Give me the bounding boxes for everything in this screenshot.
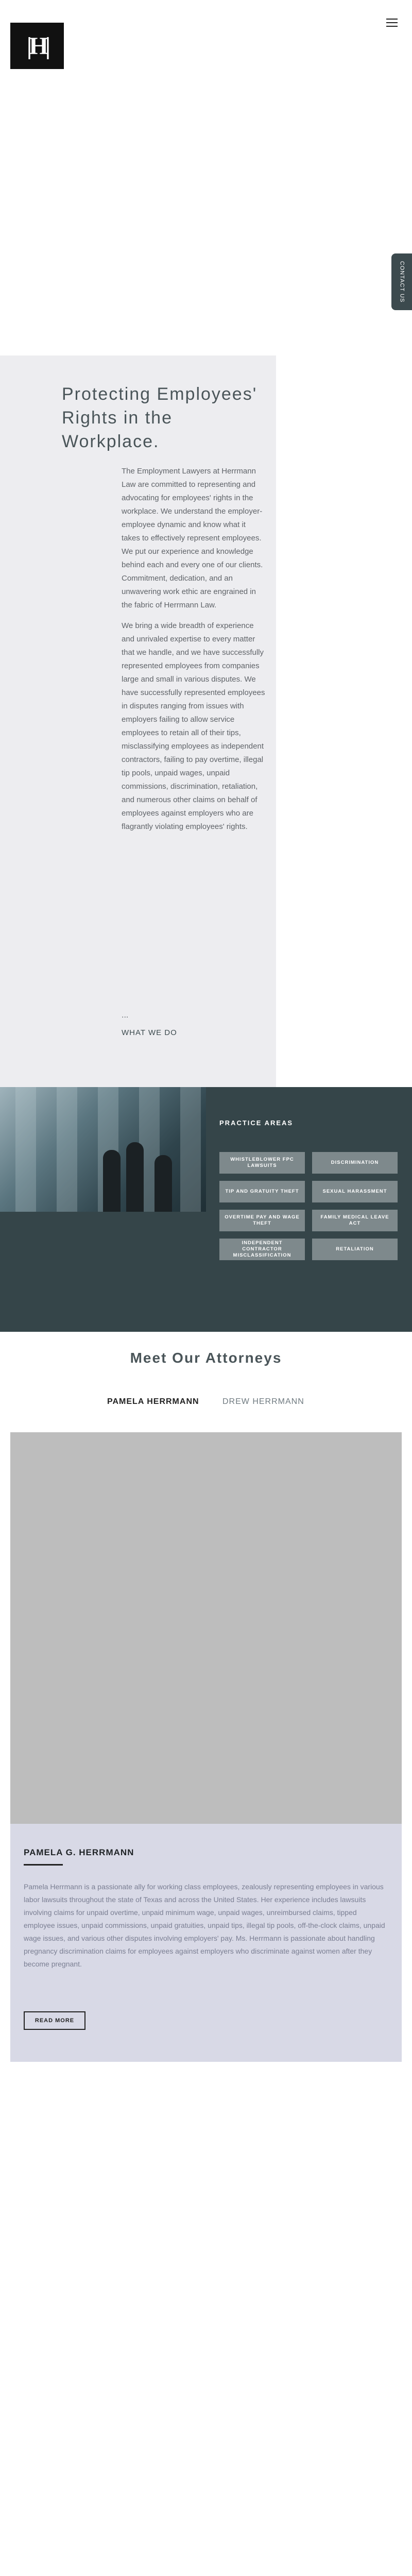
photo-person bbox=[126, 1142, 144, 1212]
what-we-do-link[interactable]: WHAT WE DO bbox=[122, 1028, 177, 1037]
attorney-bio: Pamela Herrmann is a passionate ally for working class employees, zealously representing employees in various labor lawsuits throughout the state of Texas and across the United States. Her experience includes lawsuits involving claims for unpaid overtime, unpaid minimum wage, unpaid wages, unreimbursed claims, tipped employee issues, unpaid commissions, unpaid gratuities, unpaid tips, illegal tip pools, off-the-clock claims, unpaid wage issues, and various other disputes involving employers' pay. Ms. Herrmann is passionate about handling pregnancy discrimination claims for employees against employers who discriminate against women after they become pregnant. bbox=[24, 1883, 385, 1968]
attorneys-heading: Meet Our Attorneys bbox=[130, 1350, 282, 1366]
intro-body bbox=[122, 465, 266, 841]
intro-paragraph: We bring a wide breadth of experience and unrivaled expertise to every matter that we handle, and we have successfully represented employees from companies large and small in various disputes. We have successfully represented employees in disputes ranging from issues with employers failing to allow service employees to retain all of their tips, misclassifying employees as independent contractors, failing to pay overtime, illegal tip pools, unpaid wages, unpaid commissions, discrimination, retaliation, and numerous other claims on behalf of employees against employers who are flagrantly violating employees' rights. bbox=[122, 621, 265, 831]
intro-ellipsis: ... bbox=[122, 1011, 129, 1020]
photo-window bbox=[180, 1087, 201, 1212]
practice-area-button[interactable]: INDEPENDENT CONTRACTOR MISCLASSIFICATION bbox=[219, 1239, 305, 1260]
photo-window bbox=[57, 1087, 77, 1212]
practice-area-button[interactable]: FAMILY MEDICAL LEAVE ACT bbox=[312, 1210, 398, 1231]
photo-window bbox=[15, 1087, 36, 1212]
practice-areas-heading: PRACTICE AREAS bbox=[219, 1119, 294, 1127]
read-more-button[interactable]: READ MORE bbox=[24, 2011, 85, 2030]
menu-icon-bar bbox=[386, 19, 398, 20]
contact-side-tab[interactable] bbox=[391, 253, 412, 310]
photo-person bbox=[103, 1150, 121, 1212]
attorney-tab-pamela[interactable]: PAMELA HERRMANN bbox=[107, 1397, 199, 1406]
office-photo bbox=[0, 1087, 206, 1212]
practice-area-button[interactable]: SEXUAL HARASSMENT bbox=[312, 1181, 398, 1202]
intro-paragraph: The Employment Lawyers at Herrmann Law are committed to representing and advocating for employees' rights in the workplace. We understand the employer-employee dynamic and know what it takes to effectively represent employees. We put our experience and knowledge behind each and every one of our clients. Commitment, dedication, and an unwavering work ethic are engrained in the fabric of Herrmann Law. bbox=[122, 467, 263, 609]
menu-icon-bar bbox=[386, 26, 398, 27]
logo[interactable] bbox=[10, 23, 64, 69]
intro-title: Protecting Employees' Rights in the Workplace. bbox=[62, 384, 258, 451]
attorney-photo bbox=[10, 1432, 402, 1824]
practice-area-button[interactable]: RETALIATION bbox=[312, 1239, 398, 1260]
practice-area-button[interactable]: TIP AND GRATUITY THEFT bbox=[219, 1181, 305, 1202]
logo-mark: |H| bbox=[26, 32, 48, 60]
practice-area-button[interactable]: OVERTIME PAY AND WAGE THEFT bbox=[219, 1210, 305, 1231]
practice-area-button[interactable]: DISCRIMINATION bbox=[312, 1152, 398, 1174]
menu-icon-bar bbox=[386, 22, 398, 23]
contact-side-tab-label: CONTACT US bbox=[399, 261, 405, 303]
practice-areas-section bbox=[0, 1087, 412, 1332]
attorney-name: PAMELA G. HERRMANN bbox=[24, 1848, 134, 1857]
menu-icon[interactable] bbox=[386, 19, 398, 27]
attorney-name-underline bbox=[24, 1864, 63, 1866]
attorney-tab-drew[interactable]: DREW HERRMANN bbox=[222, 1397, 304, 1406]
practice-area-button[interactable]: WHISTLEBLOWER FPC LAWSUITS bbox=[219, 1152, 305, 1174]
photo-person bbox=[154, 1155, 172, 1212]
